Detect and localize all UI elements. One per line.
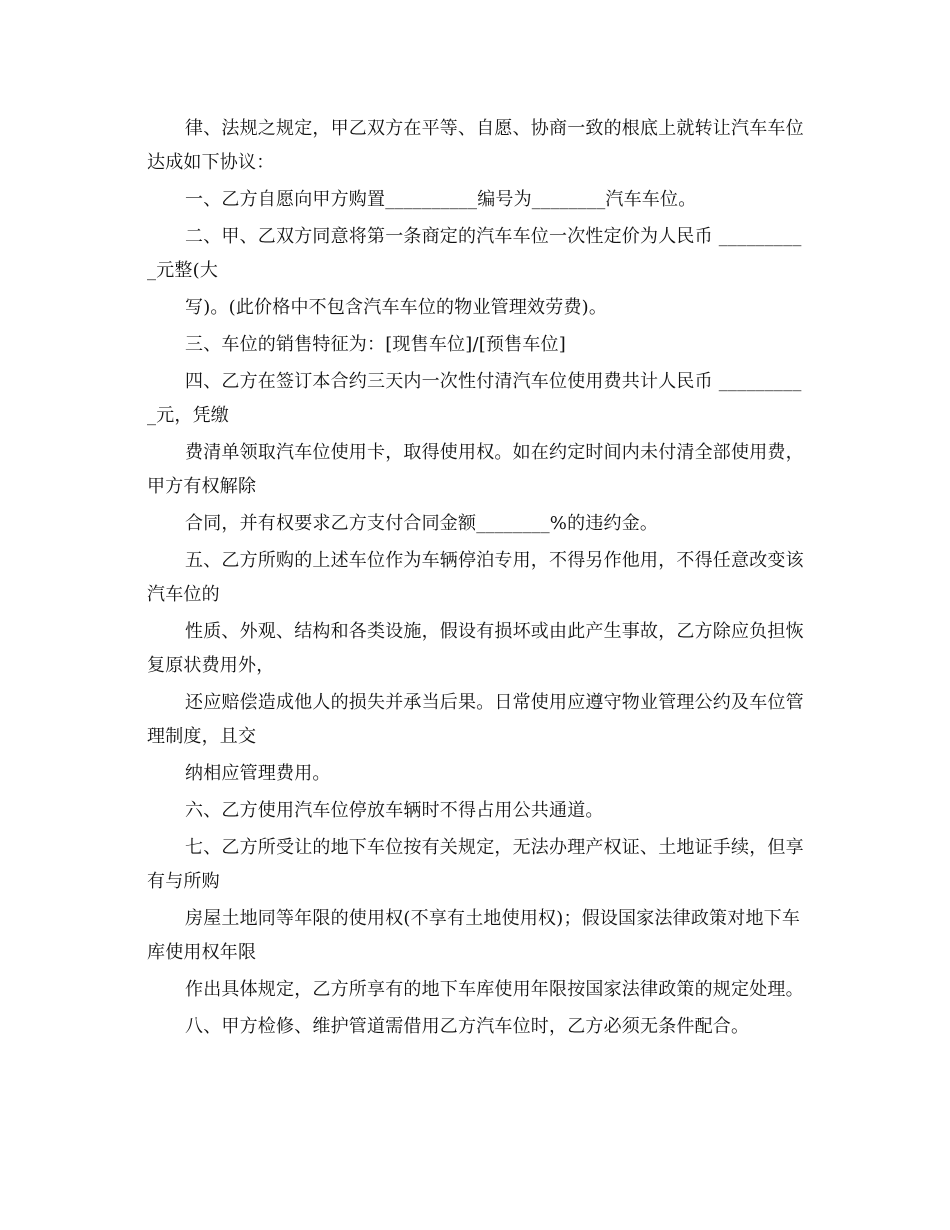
clause-5-continued-2: 还应赔偿造成他人的损失并承当后果。日常使用应遵守物业管理公约及车位管理制度，且交 [147,692,804,747]
clause-5-continued-1: 性质、外观、结构和各类设施，假设有损坏或由此产生事故，乙方除应负担恢复原状费用外， [147,621,804,676]
clause-8: 八、甲方检修、维护管道需借用乙方汽车位时，乙方必须无条件配合。 [185,1016,750,1037]
clause-4-continued-2: 合同，并有权要求乙方支付合同金额________%的违约金。 [185,513,659,534]
clause-4: 四、乙方在签订本合约三天内一次性付清汽车位使用费共计人民币 __________元，凭缴 [147,371,802,426]
clause-7: 七、乙方所受让的地下车位按有关规定，无法办理产权证、土地证手续，但享有与所购 [147,837,804,892]
clause-5: 五、乙方所购的上述车位作为车辆停泊专用，不得另作他用，不得任意改变该汽车位的 [147,550,804,605]
clause-3: 三、车位的销售特征为：[现售车位]/[预售车位] [185,334,566,355]
document-body [147,112,807,1047]
clause-7-continued-2: 作出具体规定，乙方所享有的地下车库使用年限按国家法律政策的规定处理。 [185,979,804,1000]
clause-2-continued: 写)。(此价格中不包含汽车车位的物业管理效劳费)。 [185,297,608,318]
clause-2: 二、甲、乙双方同意将第一条商定的汽车车位一次性定价为人民币 __________元整(大 [147,226,802,281]
paragraph-intro: 律、法规之规定，甲乙双方在平等、自愿、协商一致的根底上就转让汽车车位达成如下协议： [147,118,804,173]
clause-1: 一、乙方自愿向甲方购置__________编号为________汽车车位。 [185,189,697,210]
clause-4-continued-1: 费清单领取汽车位使用卡，取得使用权。如在约定时间内未付清全部使用费，甲方有权解除 [147,442,804,497]
clause-5-continued-3: 纳相应管理费用。 [185,763,331,784]
clause-6: 六、乙方使用汽车位停放车辆时不得占用公共通道。 [185,800,604,821]
clause-7-continued-1: 房屋土地同等年限的使用权(不享有土地使用权)；假设国家法律政策对地下车库使用权年限 [147,908,801,963]
